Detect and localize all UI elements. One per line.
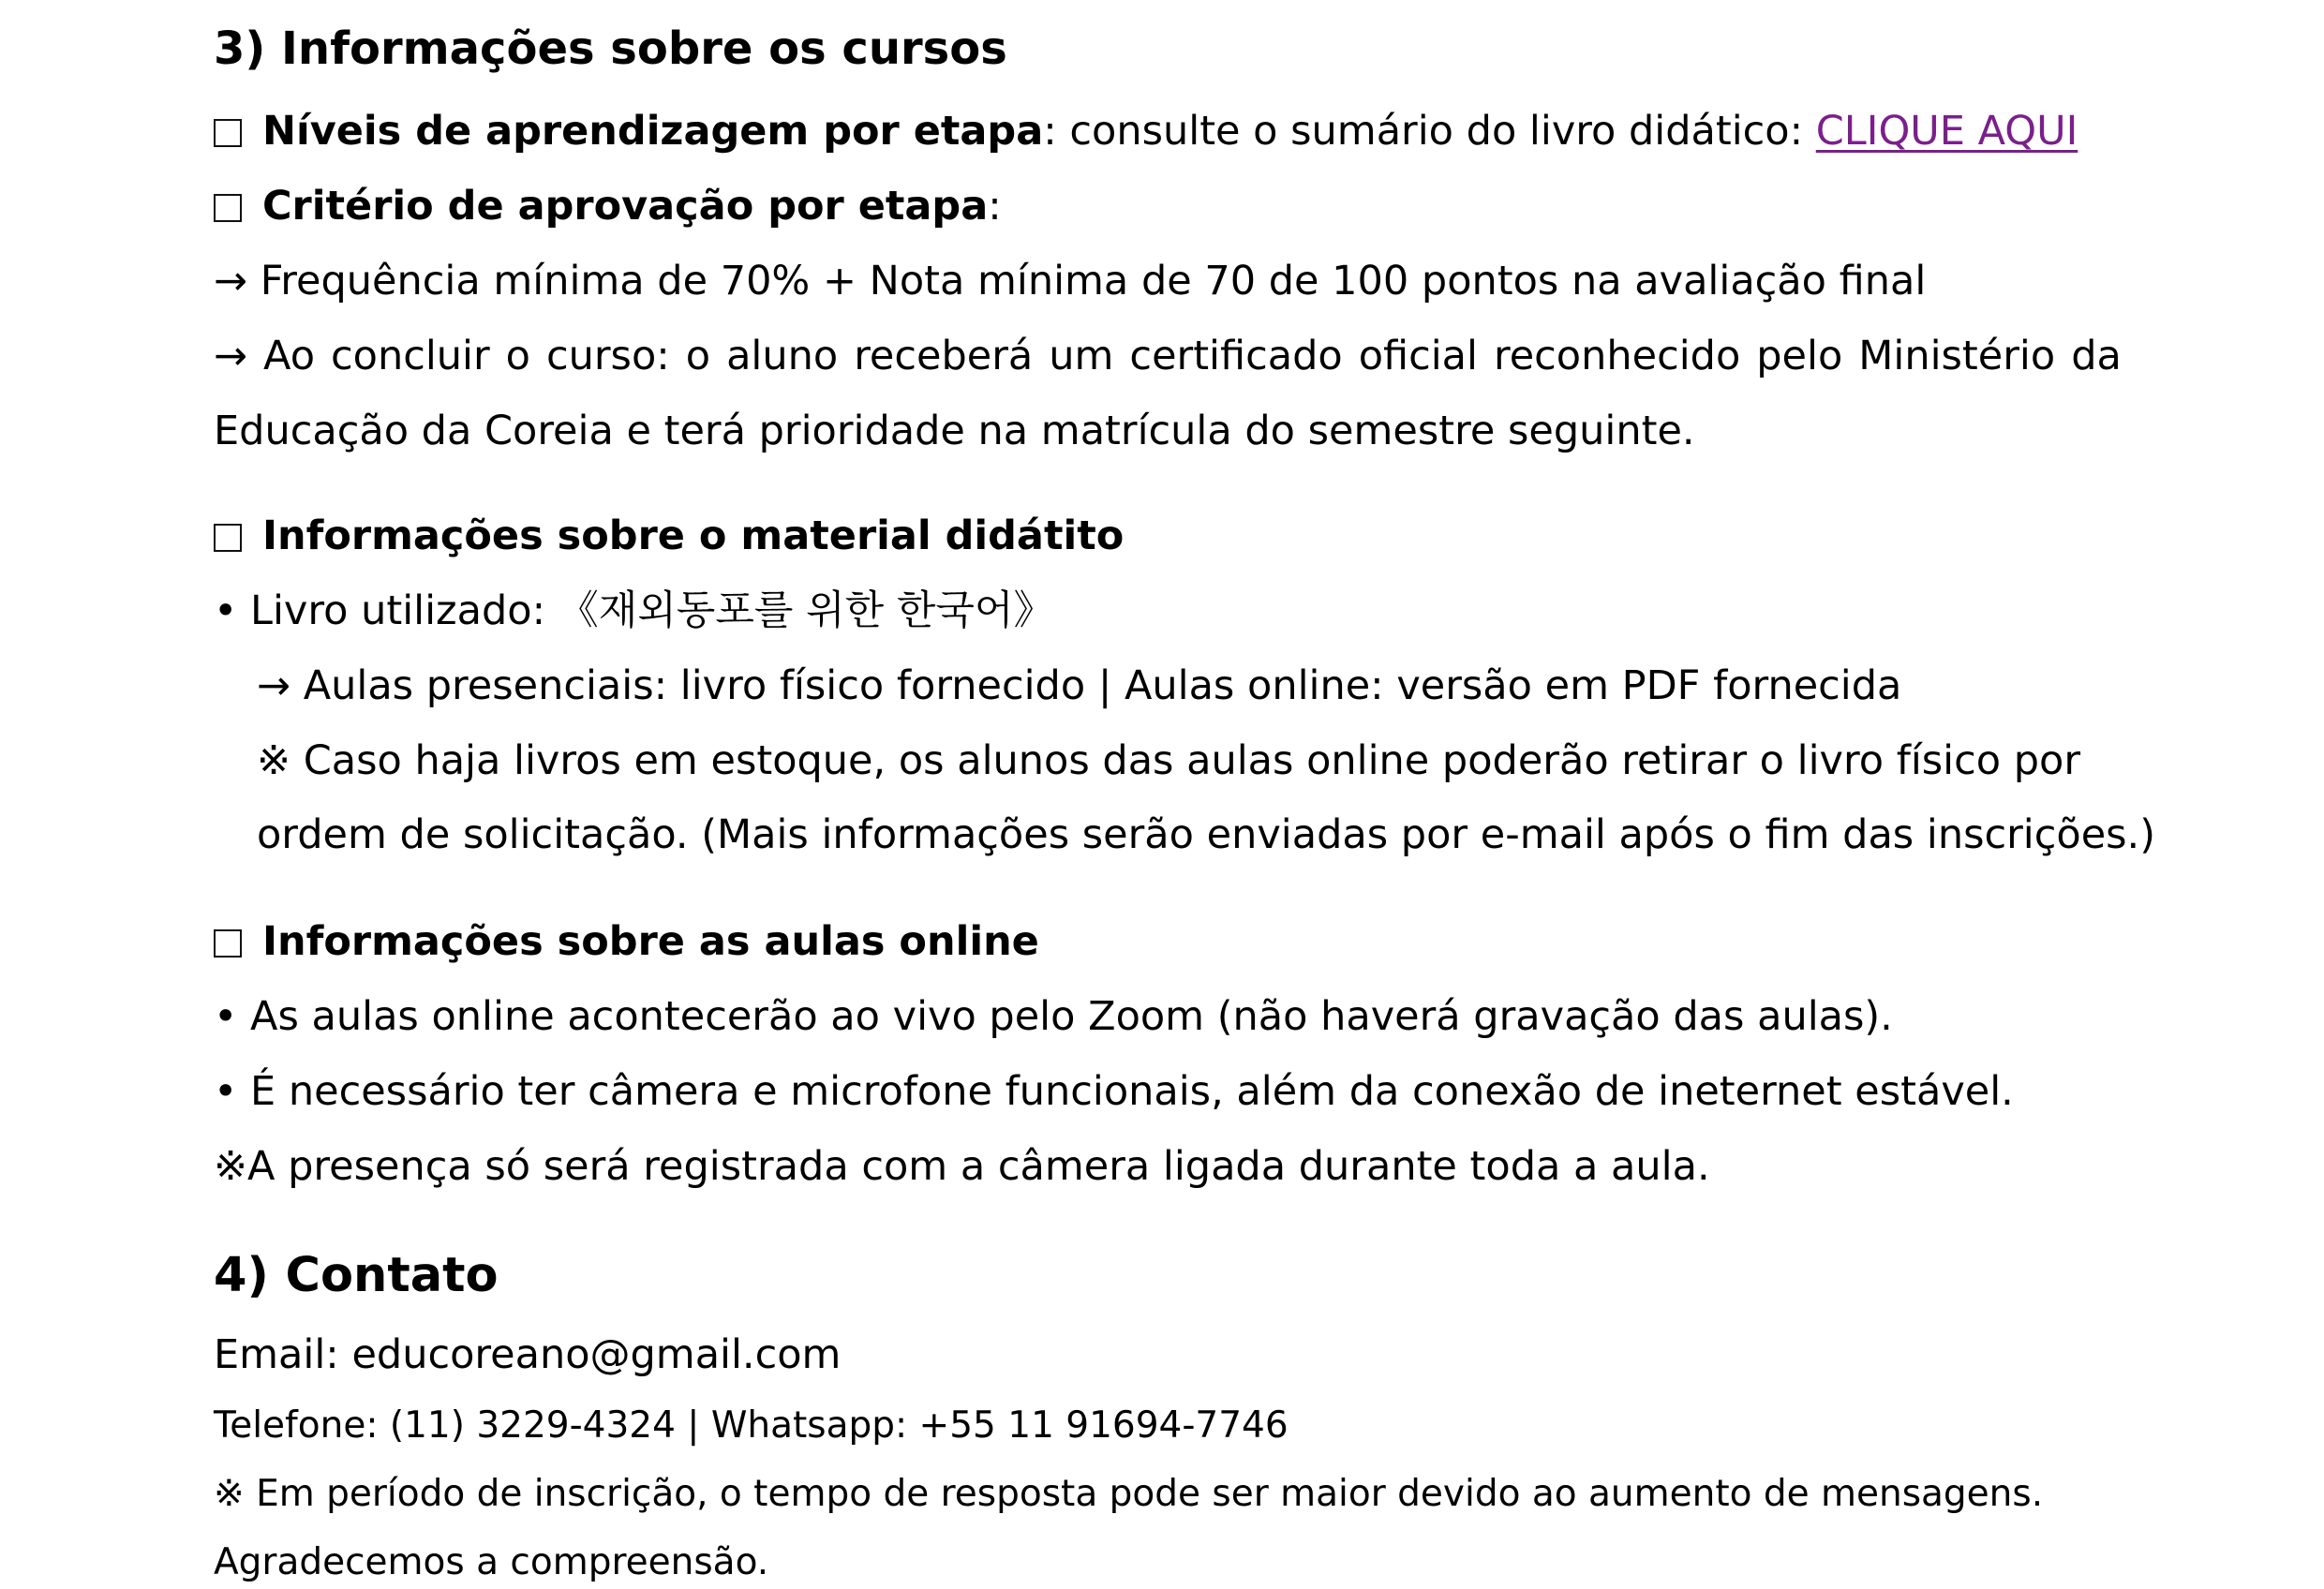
levels-text: : consulte o sumário do livro didático: [1043, 108, 1816, 155]
online-attendance-note: ※A presença só será registrada com a câmera ligada durante toda a aula. [214, 1143, 1710, 1190]
approval-certificate-line [214, 330, 2122, 382]
material-note-line1: ※ Caso haja livros em estoque, os alunos das aulas online poderão retirar o livro físico por [257, 737, 2081, 784]
material-heading [214, 510, 1124, 562]
levels-line [214, 105, 2078, 157]
material-classes: → Aulas presenciais: livro físico fornecido | Aulas online: versão em PDF fornecida [257, 662, 1902, 709]
contact-email: Email: educoreano@gmail.com [214, 1331, 842, 1378]
justified-word: o [685, 333, 711, 379]
clique-aqui-link[interactable]: CLIQUE AQUI [1815, 108, 2078, 155]
levels-label: Níveis de aprendizagem por etapa [262, 108, 1044, 155]
justified-word: receberá [854, 333, 1034, 379]
justified-word: Ministério [1858, 333, 2056, 379]
justified-word: curso: [545, 333, 670, 379]
justified-word: aluno [726, 333, 839, 379]
justified-word: Ao [263, 333, 315, 379]
approval-requirement: → Frequência mínima de 70% + Nota mínima de 70 de 100 pontos na avaliação final [214, 258, 1927, 304]
justified-word: da [2071, 333, 2122, 379]
online-title: Informações sobre as aulas online [262, 918, 1039, 965]
section-3-title: 3) Informações sobre os cursos [214, 22, 1007, 75]
contact-thanks: Agradecemos a compreensão. [214, 1541, 769, 1583]
checkbox-icon [214, 194, 242, 222]
checkbox-icon [214, 929, 242, 958]
approval-label: Critério de aprovação por etapa [262, 183, 989, 230]
justified-word: concluir [331, 333, 490, 379]
justified-word: pelo [1756, 333, 1843, 379]
material-title: Informações sobre o material didátito [262, 512, 1125, 559]
material-book: • Livro utilizado: 《재외동포를 위한 한국어》 [214, 587, 1054, 634]
online-item-equipment: • É necessário ter câmera e microfone funcionais, além da conexão de ineternet estável. [214, 1068, 2014, 1115]
justified-word: reconhecido [1493, 333, 1741, 379]
checkbox-icon [214, 119, 242, 147]
contact-phone: Telefone: (11) 3229-4324 | Whatsapp: +55 11 91694-7746 [214, 1404, 1289, 1447]
checkbox-icon [214, 524, 242, 552]
justified-word: certificado [1129, 333, 1343, 379]
approval-line [214, 180, 1002, 232]
document-page [214, 0, 2155, 1584]
material-note-line2: ordem de solicitação. (Mais informações serão enviadas por e-mail após o fim das inscrições.) [257, 811, 2155, 858]
online-item-zoom: • As aulas online acontecerão ao vivo pelo Zoom (não haverá gravação das aulas). [214, 993, 1893, 1040]
justified-word: oficial [1358, 333, 1478, 379]
approval-text: : [988, 183, 1002, 230]
contact-response-note: ※ Em período de inscrição, o tempo de resposta pode ser maior devido ao aumento de mensagens. [214, 1473, 2044, 1515]
approval-certificate-continuation: Educação da Coreia e terá prioridade na matrícula do semestre seguinte. [214, 408, 1695, 454]
justified-word: → [214, 333, 248, 379]
justified-word: o [505, 333, 530, 379]
section-4-title: 4) Contato [214, 1248, 499, 1303]
online-heading [214, 915, 1039, 968]
justified-word: um [1049, 333, 1114, 379]
